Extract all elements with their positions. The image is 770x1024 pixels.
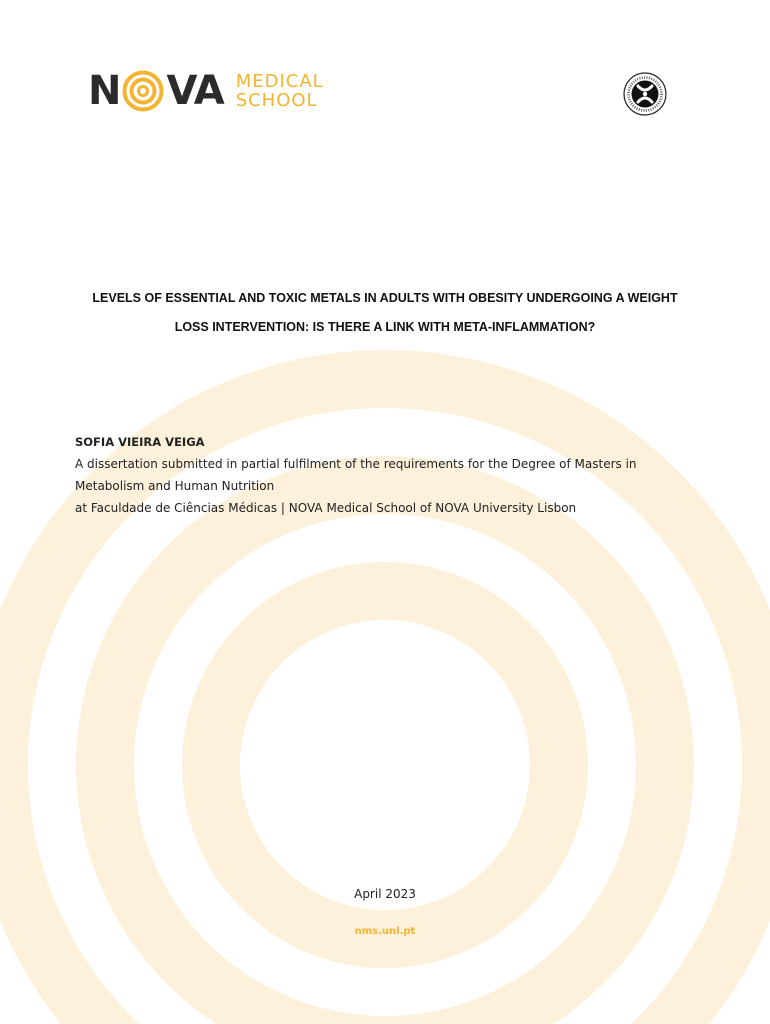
dissertation-title bbox=[40, 284, 730, 342]
university-seal-icon bbox=[623, 72, 667, 116]
description-line-2: Metabolism and Human Nutrition bbox=[75, 479, 275, 493]
website-link[interactable]: nms.unl.pt bbox=[354, 926, 416, 937]
logo-letters-va: VA bbox=[166, 68, 224, 114]
description-line-3: at Faculdade de Ciências Médicas | NOVA Medical School of NOVA University Lisbon bbox=[75, 501, 577, 515]
logo-school-text: SCHOOL bbox=[235, 90, 318, 111]
author-block bbox=[75, 431, 715, 519]
logo-subtitle bbox=[236, 72, 324, 110]
title-line-1: LEVELS OF ESSENTIAL AND TOXIC METALS IN ADULTS WITH OBESITY UNDERGOING A WEIGHT bbox=[92, 291, 678, 305]
logo-letter-n: N bbox=[88, 68, 121, 114]
logo-o-rings-icon bbox=[122, 70, 164, 112]
submission-date: April 2023 bbox=[354, 887, 416, 901]
description-line-1: A dissertation submitted in partial fulfilment of the requirements for the Degree of Masters in bbox=[75, 457, 637, 471]
logo-wordmark bbox=[88, 70, 224, 112]
logo-medical-text: MEDICAL bbox=[235, 71, 324, 92]
author-name: SOFIA VIEIRA VEIGA bbox=[75, 435, 205, 449]
title-line-2: LOSS INTERVENTION: IS THERE A LINK WITH META-INFLAMMATION? bbox=[174, 320, 596, 334]
nova-medical-school-logo bbox=[88, 70, 324, 112]
